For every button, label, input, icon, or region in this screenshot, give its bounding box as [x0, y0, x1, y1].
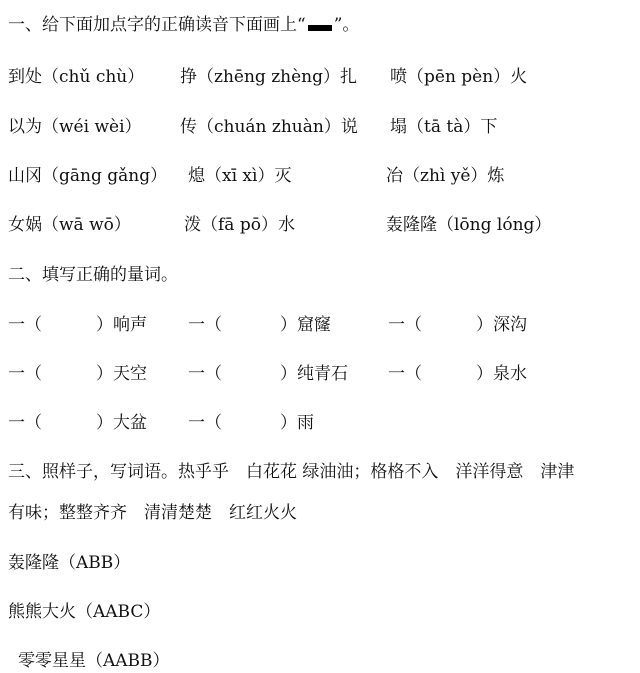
pinyin-item: 熄（xī xì）灭 — [188, 166, 292, 186]
section3-examples-continued: 有味；整整齐齐 清清楚楚 红红火火 — [8, 503, 297, 523]
item-prefix: 一（ — [188, 364, 222, 384]
measure-word-item — [8, 359, 147, 384]
item-prefix: 一（ — [8, 315, 42, 335]
item-prefix: 一（ — [388, 364, 422, 384]
section1-title-prefix: 一、给下面加点字的正确读音下面画上“ — [8, 15, 306, 35]
item-suffix: ）深沟 — [476, 315, 527, 335]
section3-heading: 三、照样子，写词语。热乎乎 白花花 绿油油；格格不入 洋洋得意 津津 — [8, 462, 575, 482]
pinyin-item: 轰隆隆（lōng lóng） — [386, 215, 552, 235]
pinyin-item: 喷（pēn pèn）火 — [390, 67, 528, 87]
item-suffix: ）泉水 — [476, 364, 527, 384]
item-suffix: ）天空 — [96, 364, 147, 384]
underline-blank-sample — [308, 25, 332, 31]
item-prefix: 一（ — [188, 413, 222, 433]
measure-word-item — [388, 310, 527, 335]
section1-title-suffix: ”。 — [333, 15, 360, 35]
item-suffix: ）响声 — [96, 315, 147, 335]
item-suffix: ）雨 — [280, 413, 314, 433]
item-prefix: 一（ — [188, 315, 222, 335]
word-pattern-item: 轰隆隆（ABB） — [8, 553, 131, 573]
measure-word-item — [8, 408, 147, 433]
measure-word-item — [188, 408, 314, 433]
item-prefix: 一（ — [8, 364, 42, 384]
measure-word-item — [188, 359, 348, 384]
word-pattern-item: 零零星星（AABB） — [18, 651, 170, 671]
pinyin-item: 以为（wéi wèi） — [8, 117, 142, 137]
item-suffix: ）窟窿 — [280, 315, 331, 335]
pinyin-item: 泼（fā pō）水 — [184, 215, 295, 235]
pinyin-item: 塌（tā tà）下 — [390, 117, 498, 137]
section2-heading: 二、填写正确的量词。 — [8, 265, 178, 285]
pinyin-item: 挣（zhēng zhèng）扎 — [180, 67, 357, 87]
pinyin-item: 冶（zhì yě）炼 — [386, 166, 505, 186]
item-suffix: ）纯青石 — [280, 364, 348, 384]
section1-heading — [8, 10, 359, 35]
pinyin-item: 女娲（wā wō） — [8, 215, 131, 235]
pinyin-item: 到处（chǔ chù） — [8, 67, 145, 87]
item-prefix: 一（ — [388, 315, 422, 335]
measure-word-item — [8, 310, 147, 335]
item-suffix: ）大盆 — [96, 413, 147, 433]
measure-word-item — [188, 310, 331, 335]
measure-word-item — [388, 359, 527, 384]
item-prefix: 一（ — [8, 413, 42, 433]
pinyin-item: 传（chuán zhuàn）说 — [180, 117, 358, 137]
pinyin-item: 山冈（gāng gǎng） — [8, 166, 168, 186]
word-pattern-item: 熊熊大火（AABC） — [8, 602, 161, 622]
